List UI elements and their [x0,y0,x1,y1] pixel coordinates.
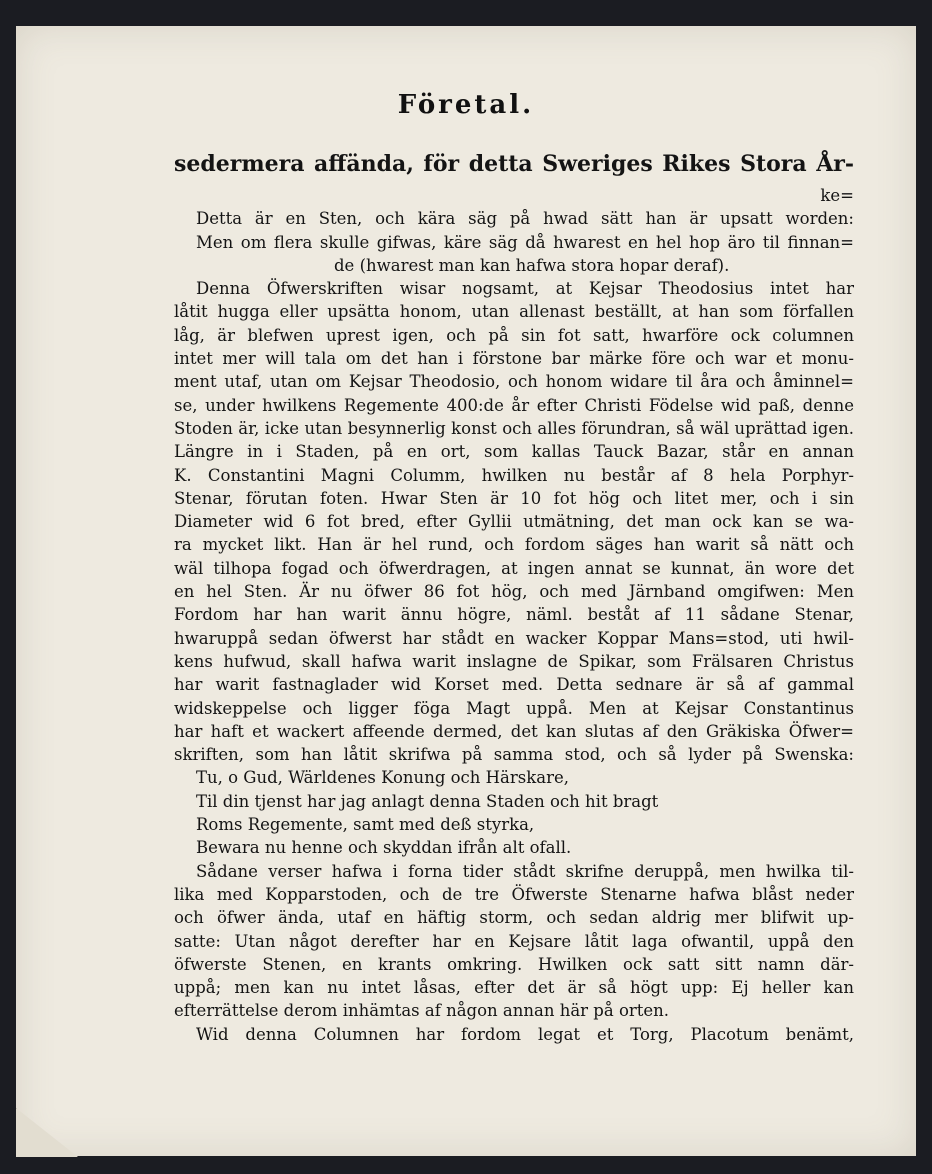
text-line: Diameter wid 6 fot bred, efter Gyllii utmätning, det man ock kan se wa- [174,512,854,532]
text-line: Wid denna Columnen har fordom legat et Torg, Placotum benämt, [196,1024,854,1044]
text-line: sedermera affända, för detta Sweriges Rikes Stora År- [174,151,854,177]
text-line: uppå; men kan nu intet låsas, efter det är så högt upp: Ej heller kan [174,978,854,998]
text-line: har haft et wackert affeende dermed, det kan slutas af den Gräkiska Öfwer= [174,721,854,741]
text-line: ke= [820,186,854,205]
text-line: de (hwarest man kan hafwa stora hopar deraf). [334,255,730,275]
text-line: Längre in i Staden, på en ort, som kallas Tauck Bazar, står en annan [174,442,854,462]
text-line: skriften, som han låtit skrifwa på samma stod, och så lyder på Swenska: [174,745,854,765]
body-text [174,144,854,1046]
page-heading: Företal. [397,90,535,120]
text-line: Men om flera skulle gifwas, käre säg då hwarest en hel hop äro til finnan= [196,232,854,252]
document-page [16,26,916,1156]
text-line: kens hufwud, skall hafwa warit inslagne de Spikar, som Frälsaren Christus [174,651,854,671]
text-line: se, under hwilkens Regemente 400:de år efter Christi Födelse wid paß, denne [174,395,854,415]
text-line: låtit hugga eller upsätta honom, utan allenast beställt, at han som förfallen [174,302,854,322]
text-line: intet mer will tala om det han i förstone bar märke före och war et monu- [174,349,854,369]
text-line: wäl tilhopa fogad och öfwerdragen, at ingen annat se kunnat, än wore det [174,558,854,578]
text-line: efterrättelse derom inhämtas af någon annan här på orten. [174,1001,670,1021]
text-line: och öfwer ända, utaf en häftig storm, och sedan aldrig mer blifwit up- [174,908,854,928]
text-line: ra mycket likt. Han är hel rund, och fordom säges han warit så nätt och [174,535,854,555]
text-line: lika med Kopparstoden, och de tre Öfwerste Stenarne hafwa blåst neder [174,884,854,904]
text-line: Stenar, förutan foten. Hwar Sten är 10 fot hög och litet mer, och i sin [174,488,854,508]
text-line: Detta är en Sten, och kära säg på hwad sätt han är upsatt worden: [196,209,854,229]
text-line: Denna Öfwerskriften wisar nogsamt, at Kejsar Theodosius intet har [196,279,854,299]
text-line: widskeppelse och ligger föga Magt uppå. Men at Kejsar Constantinus [174,698,854,718]
text-line: Roms Regemente, samt med deß styrka, [196,815,535,835]
text-line: Fordom har han warit ännu högre, näml. beståt af 11 sådane Stenar, [174,605,854,625]
text-line: öfwerste Stenen, en krants omkring. Hwilken ock satt sitt namn där- [174,954,854,974]
text-line: Sådane verser hafwa i forna tider stådt skrifne deruppå, men hwilka til- [196,861,854,881]
text-line: ment utaf, utan om Kejsar Theodosio, och honom widare til åra och åminnel= [174,372,854,392]
text-line: Til din tjenst har jag anlagt denna Staden och hit bragt [196,791,659,811]
text-line: har warit fastnaglader wid Korset med. Detta sednare är så af gammal [174,675,854,695]
text-line: en hel Sten. Är nu öfwer 86 fot hög, och med Järnband omgifwen: Men [174,582,854,602]
text-line: låg, är blefwen uprest igen, och på sin fot satt, hwarföre ock columnen [174,325,854,345]
text-line: Tu, o Gud, Wärldenes Konung och Härskare, [196,768,569,788]
text-line: hwaruppå sedan öfwerst har stådt en wacker Koppar Mans=stod, uti hwil- [174,628,854,648]
text-line: K. Constantini Magni Columm, hwilken nu består af 8 hela Porphyr- [174,465,854,485]
text-line: Bewara nu henne och skyddan ifrån alt ofall. [196,838,572,858]
text-line: Stoden är, icke utan besynnerlig konst och alles förundran, så wäl uprättad igen. [174,418,854,438]
text-line: satte: Utan något derefter har en Kejsare låtit laga ofwantil, uppå den [174,931,854,951]
